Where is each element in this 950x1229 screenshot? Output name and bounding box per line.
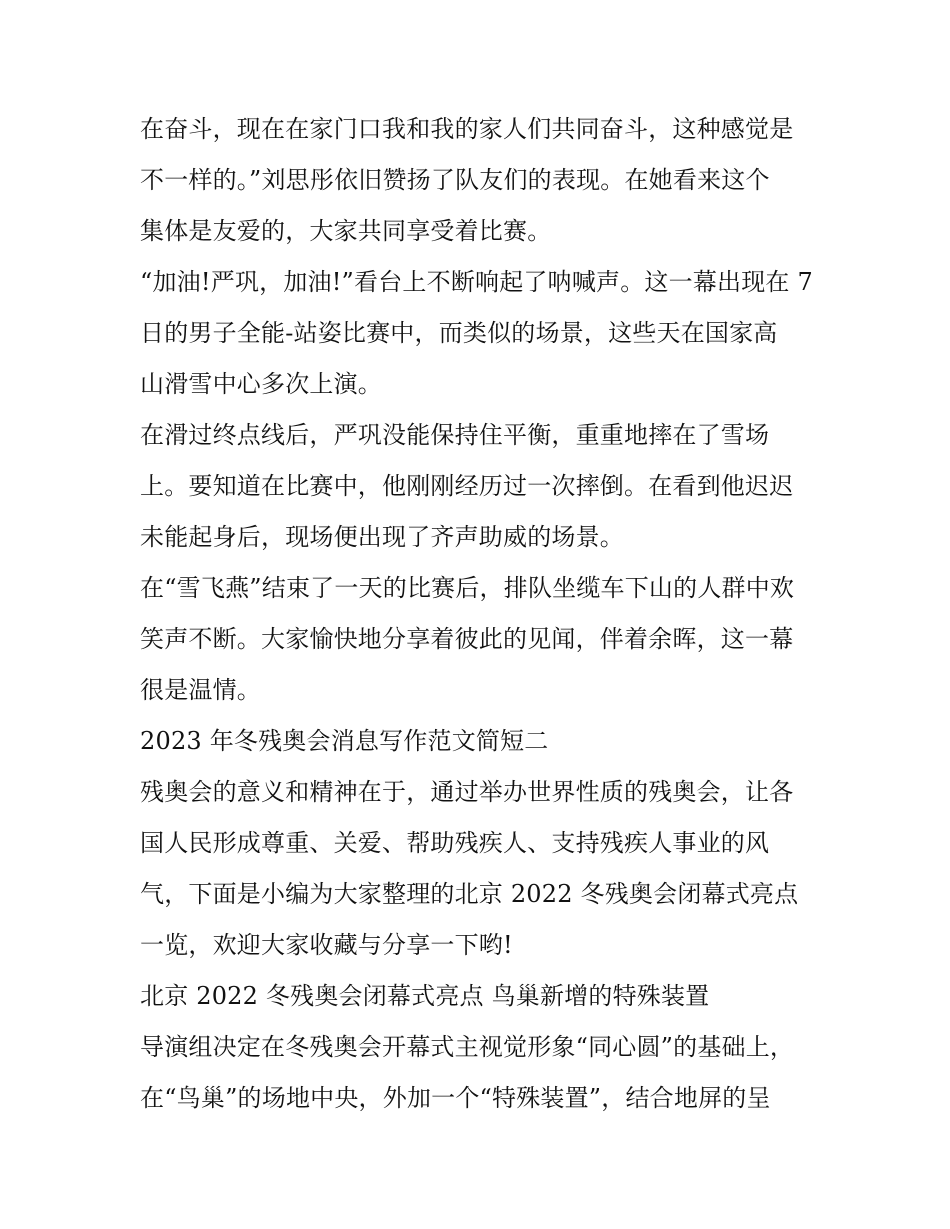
text-line: 残奥会的意义和精神在于，通过举办世界性质的残奥会，让各 xyxy=(140,778,794,806)
text-line: 很是温情。 xyxy=(140,676,261,704)
text-line: 在“鸟巢”的场地中央，外加一个“特殊装置”，结合地屏的呈 xyxy=(140,1084,771,1112)
text-line: 山滑雪中心多次上演。 xyxy=(140,370,382,398)
text-line: 导演组决定在冬残奥会开幕式主视觉形象“同心圆”的基础上， xyxy=(140,1033,795,1061)
section-heading: 2023 年冬残奥会消息写作范文简短二 xyxy=(140,727,549,755)
text-line: 一览，欢迎大家收藏与分享一下哟! xyxy=(140,931,513,959)
text-line: 集体是友爱的，大家共同享受着比赛。 xyxy=(140,217,552,245)
text-line: 在奋斗，现在在家门口我和我的家人们共同奋斗，这种感觉是 xyxy=(140,115,794,143)
section-heading: 北京 2022 冬残奥会闭幕式亮点 鸟巢新增的特殊装置 xyxy=(140,982,710,1010)
document-body xyxy=(140,104,820,1124)
text-line: 上。要知道在比赛中，他刚刚经历过一次摔倒。在看到他迟迟 xyxy=(140,472,794,500)
text-line: “加油!严巩，加油!”看台上不断响起了呐喊声。这一幕出现在 7 xyxy=(140,268,813,296)
text-line: 不一样的。”刘思彤依旧赞扬了队友们的表现。在她看来这个 xyxy=(140,166,770,194)
text-line: 未能起身后，现场便出现了齐声助威的场景。 xyxy=(140,523,624,551)
text-line: 日的男子全能-站姿比赛中，而类似的场景，这些天在国家高 xyxy=(140,319,778,347)
text-line: 国人民形成尊重、关爱、帮助残疾人、支持残疾人事业的风 xyxy=(140,829,770,857)
text-line: 在“雪飞燕”结束了一天的比赛后，排队坐缆车下山的人群中欢 xyxy=(140,574,795,602)
text-line: 在滑过终点线后，严巩没能保持住平衡，重重地摔在了雪场 xyxy=(140,421,770,449)
text-line: 气，下面是小编为大家整理的北京 2022 冬残奥会闭幕式亮点 xyxy=(140,880,799,908)
text-line: 笑声不断。大家愉快地分享着彼此的见闻，伴着余晖，这一幕 xyxy=(140,625,794,653)
